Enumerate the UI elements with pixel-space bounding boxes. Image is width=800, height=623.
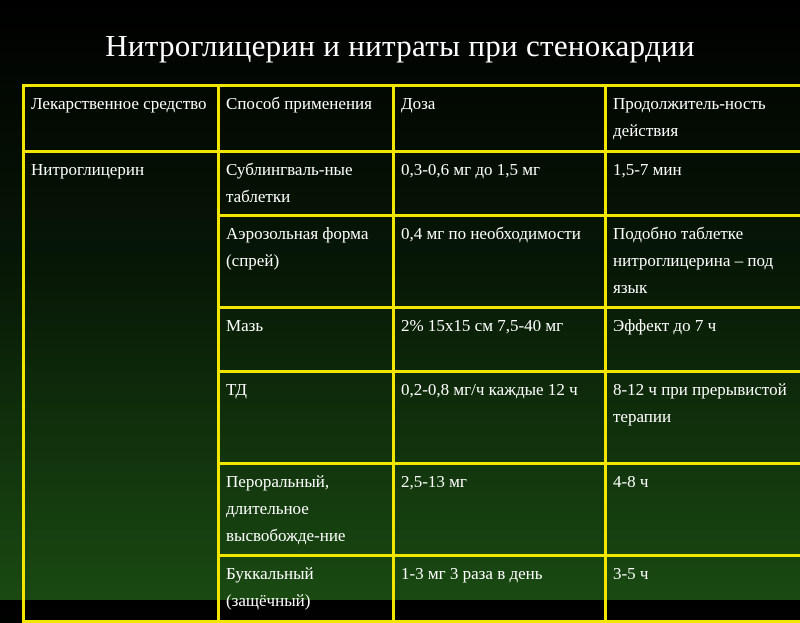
dose-cell: 0,4 мг по необходимости [394,216,606,308]
duration-cell: Эффект до 7 ч [606,308,800,372]
table-header-row [24,86,800,152]
method-cell: Буккальный (защёчный) [219,556,394,622]
method-cell: Мазь [219,308,394,372]
dose-cell: 0,3-0,6 мг до 1,5 мг [394,152,606,216]
duration-cell: 3-5 ч [606,556,800,622]
header-duration: Продолжитель-ность действия [606,86,800,152]
method-cell: Сублингваль-ные таблетки [219,152,394,216]
table-row [24,152,800,216]
dose-cell: 2,5-13 мг [394,464,606,556]
header-drug: Лекарственное средство [24,86,219,152]
dose-cell: 1-3 мг 3 раза в день [394,556,606,622]
page-title: Нитроглицерин и нитраты при стенокардии [0,28,800,64]
duration-cell: Подобно таблетке нитроглицерина – под язык [606,216,800,308]
drug-name-cell: Нитроглицерин [24,152,219,622]
dose-cell: 2% 15х15 см 7,5-40 мг [394,308,606,372]
nitrate-table [22,84,800,623]
method-cell: Аэрозольная форма (спрей) [219,216,394,308]
duration-cell: 8-12 ч при прерывистой терапии [606,372,800,464]
method-cell: Пероральный, длительное высвобожде-ние [219,464,394,556]
header-method: Способ применения [219,86,394,152]
duration-cell: 4-8 ч [606,464,800,556]
dose-cell: 0,2-0,8 мг/ч каждые 12 ч [394,372,606,464]
duration-cell: 1,5-7 мин [606,152,800,216]
header-dose: Доза [394,86,606,152]
method-cell: ТД [219,372,394,464]
